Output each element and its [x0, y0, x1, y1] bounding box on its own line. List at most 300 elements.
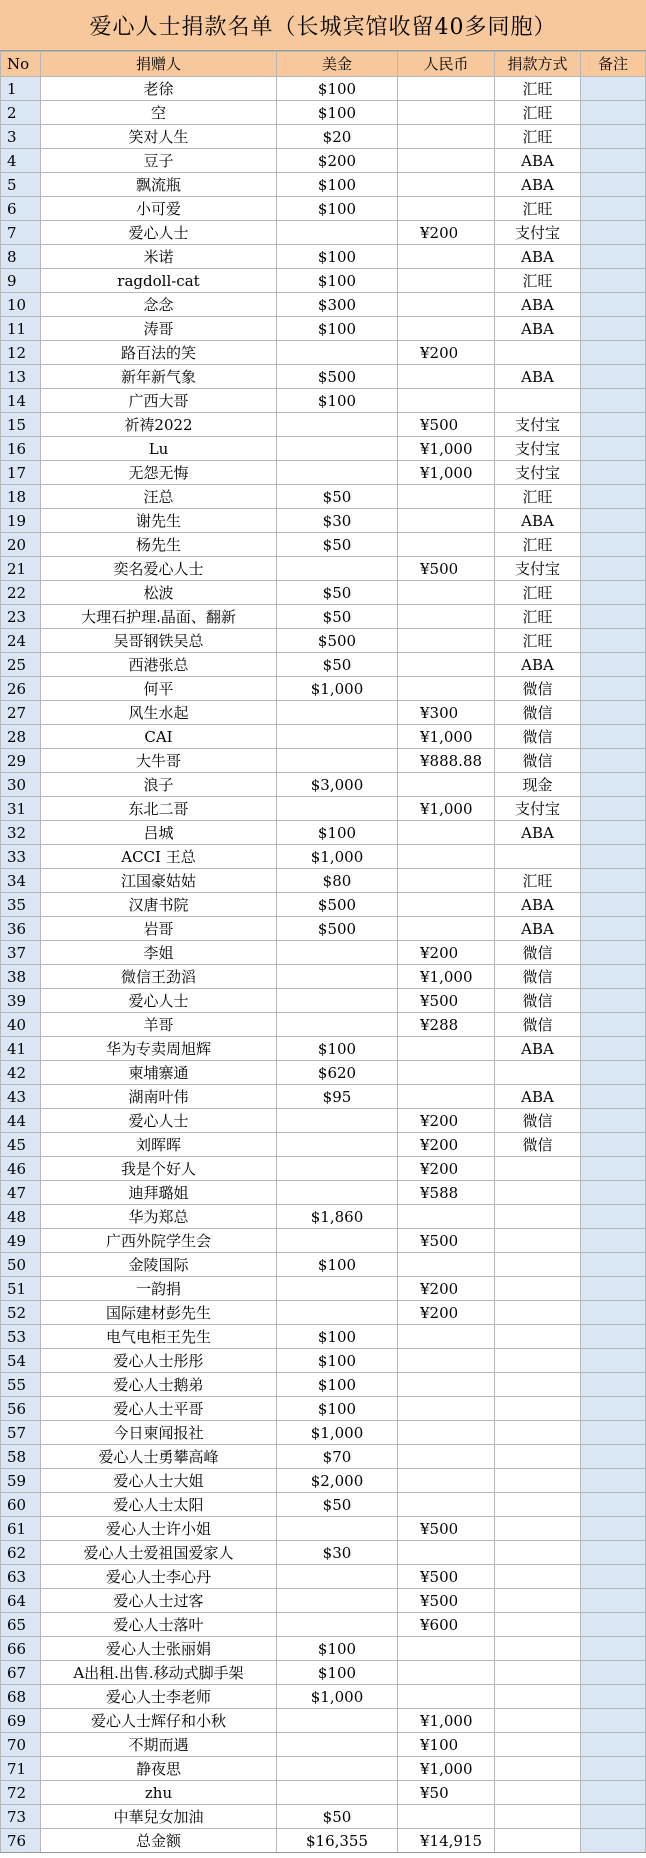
header-note: 备注 — [581, 52, 646, 77]
cell-usd: $100 — [277, 1373, 398, 1397]
cell-donor: CAI — [41, 725, 277, 749]
cell-rmb — [398, 1541, 495, 1565]
cell-rmb: ¥500 — [398, 413, 495, 437]
cell-rmb — [398, 1469, 495, 1493]
cell-no: 70 — [1, 1733, 41, 1757]
cell-note — [581, 1133, 646, 1157]
cell-method — [495, 1493, 581, 1517]
table-row — [1, 221, 646, 245]
table-row — [1, 509, 646, 533]
cell-rmb — [398, 1421, 495, 1445]
cell-rmb — [398, 509, 495, 533]
cell-note — [581, 1805, 646, 1829]
cell-usd: $100 — [277, 1037, 398, 1061]
cell-donor: Lu — [41, 437, 277, 461]
cell-no: 2 — [1, 101, 41, 125]
cell-rmb — [398, 1085, 495, 1109]
cell-no: 50 — [1, 1253, 41, 1277]
cell-rmb — [398, 1037, 495, 1061]
cell-note — [581, 1469, 646, 1493]
table-row — [1, 1829, 646, 1853]
cell-note — [581, 269, 646, 293]
table-row — [1, 917, 646, 941]
cell-no: 72 — [1, 1781, 41, 1805]
cell-method: 现金 — [495, 773, 581, 797]
cell-no: 47 — [1, 1181, 41, 1205]
cell-note — [581, 1757, 646, 1781]
header-rmb: 人民币 — [398, 52, 495, 77]
cell-rmb — [398, 533, 495, 557]
table-row — [1, 869, 646, 893]
cell-rmb — [398, 629, 495, 653]
cell-donor: 羊哥 — [41, 1013, 277, 1037]
cell-usd — [277, 1709, 398, 1733]
cell-rmb: ¥500 — [398, 989, 495, 1013]
cell-method: ABA — [495, 293, 581, 317]
cell-no: 55 — [1, 1373, 41, 1397]
cell-donor: 柬埔寨通 — [41, 1061, 277, 1085]
cell-rmb: ¥500 — [398, 1517, 495, 1541]
cell-donor: 汪总 — [41, 485, 277, 509]
cell-usd: $100 — [277, 389, 398, 413]
cell-no: 36 — [1, 917, 41, 941]
cell-no: 63 — [1, 1565, 41, 1589]
cell-usd: $500 — [277, 629, 398, 653]
cell-rmb — [398, 1325, 495, 1349]
cell-usd — [277, 221, 398, 245]
header-row — [1, 52, 646, 77]
cell-usd — [277, 1589, 398, 1613]
table-row — [1, 1613, 646, 1637]
cell-donor: 杨先生 — [41, 533, 277, 557]
cell-note — [581, 1493, 646, 1517]
cell-note — [581, 1709, 646, 1733]
cell-method — [495, 845, 581, 869]
cell-donor: 老徐 — [41, 77, 277, 101]
table-row — [1, 1133, 646, 1157]
cell-usd: $100 — [277, 1637, 398, 1661]
cell-rmb — [398, 1205, 495, 1229]
cell-rmb: ¥200 — [398, 1157, 495, 1181]
table-row — [1, 797, 646, 821]
table-row — [1, 1373, 646, 1397]
cell-rmb — [398, 485, 495, 509]
cell-note — [581, 1301, 646, 1325]
cell-note — [581, 1445, 646, 1469]
cell-no: 34 — [1, 869, 41, 893]
cell-usd — [277, 1181, 398, 1205]
table-row — [1, 485, 646, 509]
cell-rmb — [398, 821, 495, 845]
table-row — [1, 557, 646, 581]
cell-note — [581, 1037, 646, 1061]
cell-method: 汇旺 — [495, 869, 581, 893]
cell-rmb: ¥1,000 — [398, 1757, 495, 1781]
cell-method: 汇旺 — [495, 101, 581, 125]
table-row — [1, 581, 646, 605]
cell-no: 59 — [1, 1469, 41, 1493]
table-row — [1, 1589, 646, 1613]
table-row — [1, 749, 646, 773]
cell-usd: $500 — [277, 893, 398, 917]
cell-note — [581, 1733, 646, 1757]
cell-usd: $100 — [277, 101, 398, 125]
cell-note — [581, 725, 646, 749]
cell-note — [581, 1277, 646, 1301]
cell-note — [581, 317, 646, 341]
cell-rmb — [398, 1637, 495, 1661]
cell-donor: 爱心人士过客 — [41, 1589, 277, 1613]
table-row — [1, 1685, 646, 1709]
cell-note — [581, 869, 646, 893]
cell-usd — [277, 1613, 398, 1637]
cell-method: 汇旺 — [495, 605, 581, 629]
cell-usd: $1,000 — [277, 1685, 398, 1709]
cell-donor: 国际建材彭先生 — [41, 1301, 277, 1325]
cell-method — [495, 1541, 581, 1565]
cell-rmb: ¥200 — [398, 1301, 495, 1325]
cell-method — [495, 1205, 581, 1229]
cell-method — [495, 1709, 581, 1733]
cell-note — [581, 149, 646, 173]
cell-no: 9 — [1, 269, 41, 293]
cell-rmb — [398, 1061, 495, 1085]
cell-note — [581, 917, 646, 941]
cell-no: 28 — [1, 725, 41, 749]
cell-usd: $95 — [277, 1085, 398, 1109]
cell-method: 汇旺 — [495, 269, 581, 293]
cell-note — [581, 965, 646, 989]
cell-donor: ACCI 王总 — [41, 845, 277, 869]
cell-rmb — [398, 149, 495, 173]
cell-method — [495, 1397, 581, 1421]
cell-donor: 广西大哥 — [41, 389, 277, 413]
cell-usd: $50 — [277, 1493, 398, 1517]
table-row — [1, 1781, 646, 1805]
cell-method — [495, 1277, 581, 1301]
table-row — [1, 725, 646, 749]
cell-rmb: ¥200 — [398, 1133, 495, 1157]
cell-rmb — [398, 1253, 495, 1277]
cell-note — [581, 197, 646, 221]
cell-method — [495, 341, 581, 365]
table-row — [1, 1637, 646, 1661]
cell-note — [581, 533, 646, 557]
cell-method: 微信 — [495, 941, 581, 965]
cell-rmb: ¥500 — [398, 1589, 495, 1613]
cell-usd: $30 — [277, 1541, 398, 1565]
cell-method — [495, 1829, 581, 1853]
table-row — [1, 1205, 646, 1229]
cell-usd: $1,000 — [277, 845, 398, 869]
cell-no: 5 — [1, 173, 41, 197]
cell-rmb — [398, 245, 495, 269]
cell-method: ABA — [495, 821, 581, 845]
cell-method: 支付宝 — [495, 797, 581, 821]
table-row — [1, 1253, 646, 1277]
cell-no: 7 — [1, 221, 41, 245]
cell-no: 48 — [1, 1205, 41, 1229]
table-row — [1, 1157, 646, 1181]
cell-rmb: ¥500 — [398, 1565, 495, 1589]
cell-donor: 祈祷2022 — [41, 413, 277, 437]
cell-rmb: ¥1,000 — [398, 461, 495, 485]
cell-usd: $620 — [277, 1061, 398, 1085]
cell-no: 22 — [1, 581, 41, 605]
cell-note — [581, 629, 646, 653]
cell-no: 12 — [1, 341, 41, 365]
cell-usd: $50 — [277, 605, 398, 629]
cell-method: 支付宝 — [495, 221, 581, 245]
cell-donor: 西港张总 — [41, 653, 277, 677]
cell-rmb — [398, 605, 495, 629]
cell-donor: 爱心人士许小姐 — [41, 1517, 277, 1541]
cell-usd: $100 — [277, 269, 398, 293]
cell-donor: 静夜思 — [41, 1757, 277, 1781]
cell-donor: 何平 — [41, 677, 277, 701]
table-row — [1, 1469, 646, 1493]
cell-rmb — [398, 77, 495, 101]
cell-note — [581, 893, 646, 917]
cell-usd — [277, 1781, 398, 1805]
cell-method — [495, 1685, 581, 1709]
cell-method: 微信 — [495, 677, 581, 701]
cell-usd — [277, 725, 398, 749]
cell-rmb: ¥200 — [398, 941, 495, 965]
cell-usd: $200 — [277, 149, 398, 173]
table-row — [1, 1541, 646, 1565]
cell-donor: 迪拜璐姐 — [41, 1181, 277, 1205]
cell-donor: 吴哥钢铁吴总 — [41, 629, 277, 653]
cell-rmb — [398, 197, 495, 221]
cell-rmb: ¥200 — [398, 221, 495, 245]
header-usd: 美金 — [277, 52, 398, 77]
cell-note — [581, 1589, 646, 1613]
cell-donor: 爱心人士平哥 — [41, 1397, 277, 1421]
cell-rmb — [398, 101, 495, 125]
table-row — [1, 1229, 646, 1253]
cell-note — [581, 1661, 646, 1685]
cell-rmb — [398, 317, 495, 341]
cell-method: 支付宝 — [495, 437, 581, 461]
cell-note — [581, 1349, 646, 1373]
cell-donor: 金陵国际 — [41, 1253, 277, 1277]
cell-note — [581, 1541, 646, 1565]
cell-method: 微信 — [495, 725, 581, 749]
cell-note — [581, 365, 646, 389]
cell-note — [581, 749, 646, 773]
cell-usd: $70 — [277, 1445, 398, 1469]
cell-donor: 东北二哥 — [41, 797, 277, 821]
cell-donor: 中華兒女加油 — [41, 1805, 277, 1829]
cell-method — [495, 1445, 581, 1469]
cell-no: 25 — [1, 653, 41, 677]
cell-no: 44 — [1, 1109, 41, 1133]
cell-donor: 不期而遇 — [41, 1733, 277, 1757]
cell-no: 58 — [1, 1445, 41, 1469]
cell-rmb: ¥1,000 — [398, 797, 495, 821]
cell-usd — [277, 341, 398, 365]
cell-rmb — [398, 293, 495, 317]
cell-donor: 小可爱 — [41, 197, 277, 221]
cell-donor: 豆子 — [41, 149, 277, 173]
table-row — [1, 1421, 646, 1445]
table-row — [1, 1565, 646, 1589]
cell-donor: 爱心人士太阳 — [41, 1493, 277, 1517]
cell-rmb — [398, 773, 495, 797]
cell-method: 微信 — [495, 989, 581, 1013]
cell-note — [581, 1325, 646, 1349]
cell-note — [581, 1373, 646, 1397]
cell-usd — [277, 461, 398, 485]
table-row — [1, 677, 646, 701]
cell-donor: 风生水起 — [41, 701, 277, 725]
cell-usd: $1,000 — [277, 677, 398, 701]
cell-method: ABA — [495, 1085, 581, 1109]
table-row — [1, 1757, 646, 1781]
cell-note — [581, 341, 646, 365]
cell-donor: 江国豪姑姑 — [41, 869, 277, 893]
cell-rmb — [398, 1373, 495, 1397]
cell-method: 微信 — [495, 749, 581, 773]
header-name: 捐赠人 — [41, 52, 277, 77]
table-row — [1, 773, 646, 797]
cell-no: 65 — [1, 1613, 41, 1637]
cell-rmb — [398, 893, 495, 917]
table-row — [1, 245, 646, 269]
cell-usd — [277, 749, 398, 773]
cell-note — [581, 1229, 646, 1253]
cell-method: 汇旺 — [495, 581, 581, 605]
cell-usd: $500 — [277, 365, 398, 389]
cell-note — [581, 1613, 646, 1637]
cell-usd: $100 — [277, 1661, 398, 1685]
cell-no: 6 — [1, 197, 41, 221]
cell-note — [581, 821, 646, 845]
cell-usd: $80 — [277, 869, 398, 893]
cell-rmb: ¥100 — [398, 1733, 495, 1757]
cell-rmb: ¥200 — [398, 341, 495, 365]
cell-method — [495, 1565, 581, 1589]
cell-usd: $30 — [277, 509, 398, 533]
table-row — [1, 461, 646, 485]
cell-rmb: ¥500 — [398, 1229, 495, 1253]
cell-rmb: ¥200 — [398, 1109, 495, 1133]
cell-note — [581, 1085, 646, 1109]
cell-donor: 无怨无悔 — [41, 461, 277, 485]
cell-method: ABA — [495, 245, 581, 269]
cell-no: 69 — [1, 1709, 41, 1733]
cell-method — [495, 1373, 581, 1397]
cell-usd: $100 — [277, 1325, 398, 1349]
cell-method: 微信 — [495, 701, 581, 725]
cell-donor: 总金额 — [41, 1829, 277, 1853]
cell-rmb: ¥500 — [398, 557, 495, 581]
cell-donor: 爱心人士 — [41, 989, 277, 1013]
cell-note — [581, 389, 646, 413]
cell-usd: $50 — [277, 1805, 398, 1829]
table-row — [1, 1037, 646, 1061]
cell-note — [581, 1253, 646, 1277]
cell-rmb: ¥288 — [398, 1013, 495, 1037]
cell-donor: 新年新气象 — [41, 365, 277, 389]
cell-no: 15 — [1, 413, 41, 437]
cell-rmb — [398, 1397, 495, 1421]
cell-note — [581, 125, 646, 149]
table-row — [1, 1661, 646, 1685]
cell-no: 53 — [1, 1325, 41, 1349]
cell-rmb — [398, 365, 495, 389]
table-row — [1, 1325, 646, 1349]
cell-note — [581, 1181, 646, 1205]
cell-note — [581, 1397, 646, 1421]
cell-note — [581, 509, 646, 533]
cell-no: 29 — [1, 749, 41, 773]
cell-donor: 华为专卖周旭辉 — [41, 1037, 277, 1061]
table-row — [1, 701, 646, 725]
cell-method — [495, 1301, 581, 1325]
cell-no: 23 — [1, 605, 41, 629]
cell-rmb — [398, 1661, 495, 1685]
table-row — [1, 173, 646, 197]
cell-rmb: ¥888.88 — [398, 749, 495, 773]
table-row — [1, 533, 646, 557]
cell-note — [581, 605, 646, 629]
cell-rmb: ¥300 — [398, 701, 495, 725]
cell-usd: $300 — [277, 293, 398, 317]
cell-note — [581, 1157, 646, 1181]
cell-method: 微信 — [495, 1109, 581, 1133]
cell-method: ABA — [495, 149, 581, 173]
cell-donor: 涛哥 — [41, 317, 277, 341]
cell-method — [495, 1613, 581, 1637]
cell-donor: 爱心人士落叶 — [41, 1613, 277, 1637]
table-row — [1, 1805, 646, 1829]
cell-method — [495, 1517, 581, 1541]
cell-rmb — [398, 917, 495, 941]
cell-no: 1 — [1, 77, 41, 101]
cell-usd — [277, 1733, 398, 1757]
cell-method: 微信 — [495, 965, 581, 989]
cell-no: 41 — [1, 1037, 41, 1061]
cell-note — [581, 941, 646, 965]
cell-usd: $100 — [277, 77, 398, 101]
cell-usd: $50 — [277, 533, 398, 557]
cell-donor: ragdoll-cat — [41, 269, 277, 293]
cell-donor: 爱心人士彤彤 — [41, 1349, 277, 1373]
cell-note — [581, 221, 646, 245]
cell-rmb: ¥1,000 — [398, 725, 495, 749]
cell-donor: zhu — [41, 1781, 277, 1805]
cell-usd: $100 — [277, 245, 398, 269]
cell-rmb — [398, 389, 495, 413]
cell-method: ABA — [495, 1037, 581, 1061]
cell-usd: $16,355 — [277, 1829, 398, 1853]
table-row — [1, 965, 646, 989]
donation-table — [0, 51, 646, 1853]
cell-no: 73 — [1, 1805, 41, 1829]
cell-donor: 汉唐书院 — [41, 893, 277, 917]
cell-no: 16 — [1, 437, 41, 461]
table-row — [1, 1709, 646, 1733]
cell-method — [495, 1421, 581, 1445]
cell-method — [495, 1757, 581, 1781]
cell-usd: $2,000 — [277, 1469, 398, 1493]
cell-donor: 我是个好人 — [41, 1157, 277, 1181]
cell-donor: 大牛哥 — [41, 749, 277, 773]
cell-method — [495, 1253, 581, 1277]
cell-no: 18 — [1, 485, 41, 509]
